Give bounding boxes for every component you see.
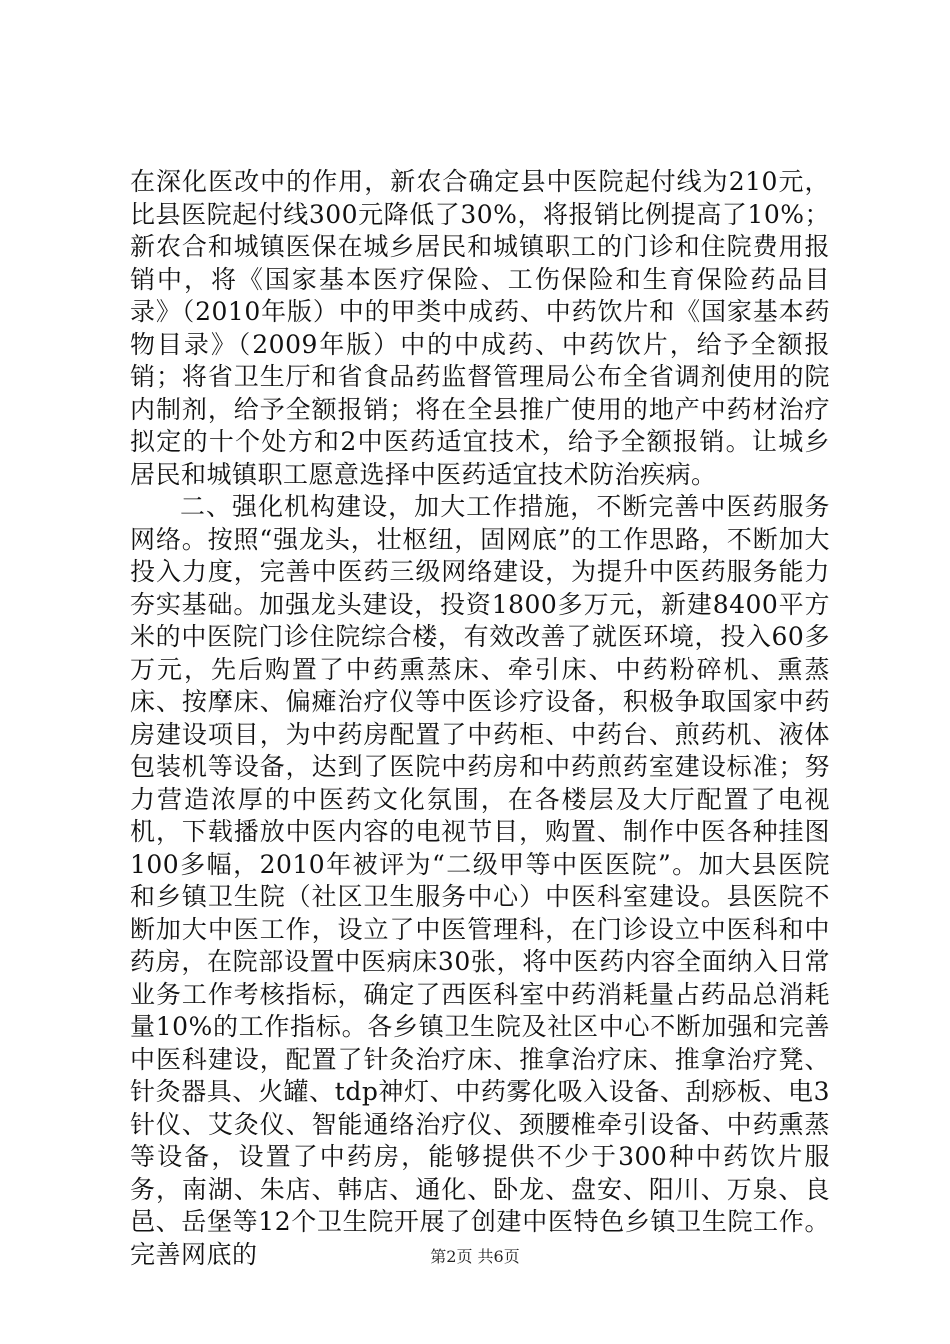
document-body	[130, 166, 830, 1271]
paragraph-continuation: 在深化医改中的作用，新农合确定县中医院起付线为210元，比县医院起付线300元降低了30%，将报销比例提高了10%；新农合和城镇医保在城乡居民和城镇职工的门诊和住院费用报销中，将《国家基本医疗保险、工伤保险和生育保险药品目录》（2010年版）中的甲类中成药、中药饮片和《国家基本药物目录》（2009年版）中的中成药、中药饮片，给予全额报销；将省卫生厅和省食品药监督管理局公布全省调剂使用的院内制剂，给予全额报销；将在全县推广使用的地产中药材治疗拟定的十个处方和2中医药适宜技术，给予全额报销。让城乡居民和城镇职工愿意选择中医药适宜技术防治疾病。	[130, 167, 830, 489]
page-footer	[0, 1244, 950, 1267]
paragraph-section-two: 二、强化机构建设，加大工作措施，不断完善中医药服务网络。按照“强龙头，壮枢纽，固网底”的工作思路，不断加大投入力度，完善中医药三级网络建设，为提升中医药服务能力夯实基础。加强龙头建设，投资1800多万元，新建8400平方米的中医院门诊住院综合楼，有效改善了就医环境，投入60多万元，先后购置了中药熏蒸床、牵引床、中药粉碎机、熏蒸床、按摩床、偏瘫治疗仪等中医诊疗设备，积极争取国家中药房建设项目，为中药房配置了中药柜、中药台、煎药机、液体包装机等设备，达到了医院中药房和中药煎药室建设标准；努力营造浓厚的中医药文化氛围，在各楼层及大厅配置了电视机，下载播放中医内容的电视节目，购置、制作中医各种挂图100多幅，2010年被评为“二级甲等中医医院”。加大县医院和乡镇卫生院（社区卫生服务中心）中医科室建设。县医院不断加大中医工作，设立了中医管理科，在门诊设立中医科和中药房，在院部设置中医病床30张，将中医药内容全面纳入日常业务工作考核指标，确定了西医科室中药消耗量占药品总消耗量10%的工作指标。各乡镇卫生院及社区中心不断加强和完善中医科建设，配置了针灸治疗床、推拿治疗床、推拿治疗凳、针灸器具、火罐、tdp神灯、中药雾化吸入设备、刮痧板、电3针仪、艾灸仪、智能通络治疗仪、颈腰椎牵引设备、中药熏蒸等设备，设置了中药房，能够提供不少于300种中药饮片服务，南湖、朱店、韩店、通化、卧龙、盘安、阳川、万泉、良邑、岳堡等12个卫生院开展了创建中医特色乡镇卫生院工作。完善网底的	[130, 492, 830, 1269]
page-number-label: 第2页 共6页	[430, 1247, 520, 1266]
